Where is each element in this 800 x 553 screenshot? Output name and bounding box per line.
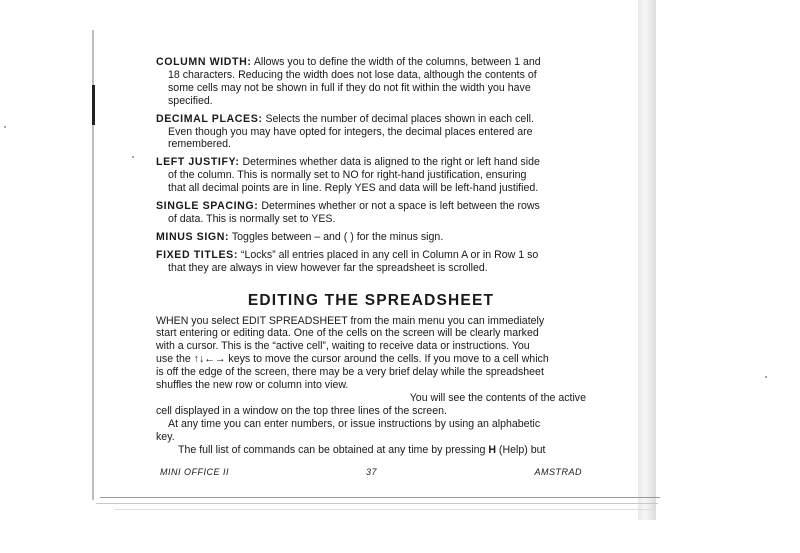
scan-speck <box>4 126 6 128</box>
definition-minus-sign: MINUS SIGN: Toggles between – and ( ) for the minus sign. <box>156 230 444 243</box>
scan-speck <box>132 156 134 158</box>
definition-decimal-places: DECIMAL PLACES: Selects the number of decimal places shown in each cell. Even though you may have opted for integers, the decimal places entered are remembered. <box>156 112 534 151</box>
page-bottom-edge <box>115 509 655 510</box>
definition-term: COLUMN WIDTH: <box>156 56 252 68</box>
page-stack-edge <box>638 0 656 520</box>
section-heading: EDITING THE SPREADSHEET <box>247 291 495 309</box>
section-paragraph: WHEN you select EDIT SPREADSHEET from the main menu you can immediately start entering or editing data. One of the cells on the screen will be clearly marked with a cursor. This is the “active cell”, waiting to receive data or instructions. You use the ↑↓←→ keys to move the cursor around the cells. If you move to a cell which is off the edge of the screen, there may be a very brief delay while the spreadsheet shuffles the new row or column into view. You will see the contents of the active cell displayed in a window on the top three lines of the screen. At any time you can enter numbers, or issue instructions by using an alphabetic key. The full list of commands can be obtained at any time by pressing H (Help) but <box>156 314 586 456</box>
definition-term: LEFT JUSTIFY: <box>156 156 240 169</box>
definition-term: FIXED TITLES: <box>156 248 238 261</box>
footer-title: MINI OFFICE II <box>160 467 229 477</box>
definition-fixed-titles: FIXED TITLES: “Locks” all entries placed in any cell in Column A or in Row 1 so that they are always in view however far the spreadsheet is scrolled. <box>156 248 539 274</box>
page-edge-mark <box>92 85 95 125</box>
page-bottom-edge <box>100 497 660 498</box>
definition-single-spacing: SINGLE SPACING: Determines whether or not a space is left between the rows of data. This is normally set to YES. <box>156 200 540 225</box>
scan-speck <box>765 376 767 378</box>
definition-left-justify: LEFT JUSTIFY: Determines whether data is aligned to the right or left hand side of the column. This is normally set to NO for right-hand justification, ensuring that all decimal points are in line. Reply YES and data will be left-hand justified. <box>156 156 540 195</box>
page-bottom-edge <box>96 503 658 504</box>
footer-publisher: AMSTRAD <box>534 467 582 477</box>
page-content <box>156 56 586 456</box>
page-number: 37 <box>366 467 378 477</box>
definition-term: MINUS SIGN: <box>156 230 230 243</box>
definition-column-width: COLUMN WIDTH: Allows you to define the width of the columns, between 1 and 18 characters. Reducing the width does not lose data, although the contents of some cells may not be shown in full if they do not fit within the width you have specified. <box>156 56 541 107</box>
help-key: H <box>488 443 496 456</box>
definition-term: SINGLE SPACING: <box>156 200 259 213</box>
definition-term: DECIMAL PLACES: <box>156 112 263 125</box>
